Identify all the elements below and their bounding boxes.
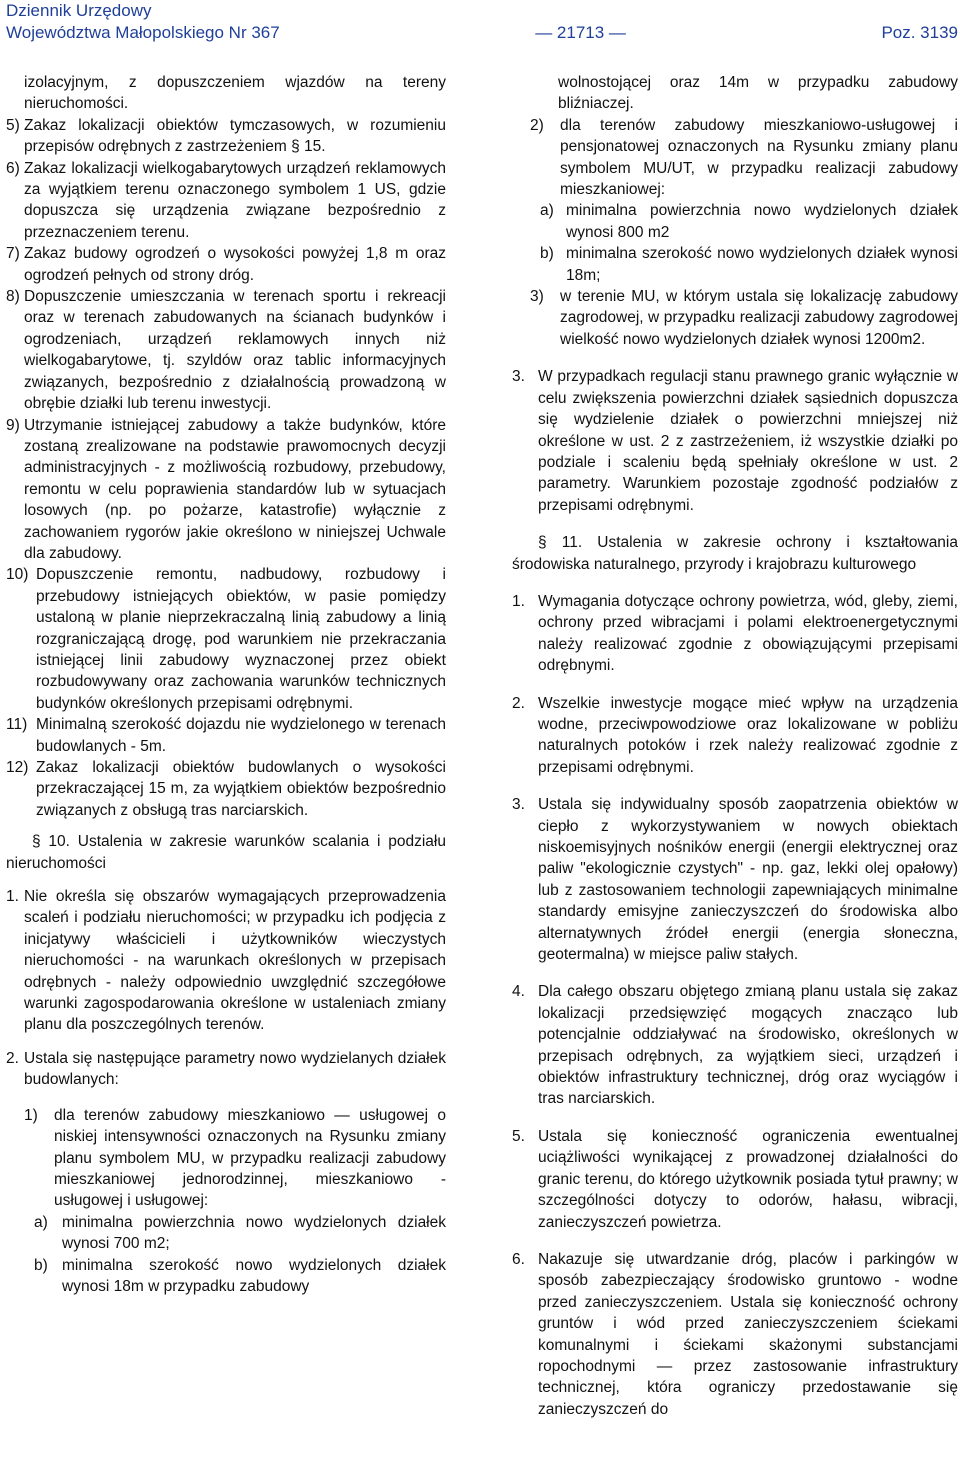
list-item: 3. W przypadkach regulacji stanu prawnego granic wyłącznie w celu zwiększenia powierzchni działek sąsiednich dopuszcza się wydzielenie działek o powierzchni mniejszej niż określone w ust. 2 z zastrzeżeniem, iż wszystkie działki po podziale i scaleniu będą spełniały określone w ust. 2 parametry. Warunkiem pozostaje zgodność podziałów z przepisami odrębnymi. — [512, 368, 958, 514]
list-item: a) minimalna powierzchnia nowo wydzielonych działek wynosi 800 m2 — [540, 202, 958, 241]
list-item: 11) Minimalną szerokość dojazdu nie wydzielonego w terenach budowlanych - 5m. — [6, 716, 446, 755]
list-item: 2. Wszelkie inwestycje mogące mieć wpływ na urządzenia wodne, przeciwpowodziowe oraz lokalizowane w pobliżu naturalnych potoków i rzek należy realizować zgodnie z przepisami odrębnymi. — [512, 694, 958, 776]
page-header — [6, 0, 958, 44]
list-item: 10) Dopuszczenie remontu, nadbudowy, rozbudowy i przebudowy istniejących obiektów, w pasie pomiędzy ustaloną w planie nieprzekraczalną linią zabudowy a linią rozgraniczającą drogę, pod warunkiem nie przekraczania istniejącej linii zabudowy wyznaczonej przez obiekt rozbudowywany oraz zachowania warunków technicznych budynków określonych przepisami odrębnymi. — [6, 566, 446, 712]
list-item: 6. Nakazuje się utwardzanie dróg, placów i parkingów w sposób zabezpieczający środowisko gruntowo - wodne przed zanieczyszczeniem. Ustala się konieczność ochrony gruntów i wód przed zanieczyszczeniem ściekami komunalnymi i ściekami skażonymi substancjami ropochodnymi — przez zastosowanie infrastruktury technicznej, która ograniczy przedostawanie się zanieczyszczeń do — [512, 1250, 958, 1418]
position-number: Poz. 3139 — [881, 23, 958, 42]
list-item: 8) Dopuszczenie umieszczania w terenach sportu i rekreacji oraz w terenach zabudowanych na ścianach budynków i ogrodzeniach, urządzeń reklamowych innych niż wielkogabarytowe, tj. szyldów oraz tablic informacyjnych związanych, bezpośrednio z działalnością prowadzoną w obrębie działki lub terenu inwestycji. — [6, 288, 446, 413]
left-column — [6, 72, 446, 1297]
publication-title: Dziennik Urzędowy — [6, 1, 152, 20]
voivodeship-issue: Województwa Małopolskiego Nr 367 — [6, 23, 280, 42]
list-item: 4. Dla całego obszaru objętego zmianą planu ustala się zakaz lokalizacji przedsięwzięć mogących znacząco lub potencjalnie oddziaływać na środowisko, określonych w przepisach odrębnych, za wyjątkiem sieci, urządzeń i obiektów infrastruktury technicznej, dróg oraz wyciągów i tras narciarskich. — [512, 983, 958, 1108]
list-item: a) minimalna powierzchnia nowo wydzielonych działek wynosi 700 m2; — [34, 1213, 446, 1253]
list-item: 9) Utrzymanie istniejącej zabudowy a także budynków, które zostaną zrealizowane na podstawie prawomocnych decyzji administracyjnych - z możliwością rozbudowy, przebudowy, remontu w celu poprawienia standardów lub w sytuacjach losowych (np. po pożarze, katastrofie) wyłącznie z zachowaniem rygorów jakie określono w niniejszej Uchwale dla zabudowy. — [6, 416, 446, 562]
section-heading: § 11. Ustalenia w zakresie ochrony i kształtowania środowiska naturalnego, przyrody i krajobrazu kulturowego — [512, 534, 958, 573]
list-item: 6) Zakaz lokalizacji wielkogabarytowych urządzeń reklamowych za wyjątkiem terenu oznaczonego symbolem 1 US, gdzie dopuszcza się urządzenia związane bezpośrednio z przeznaczeniem terenu. — [6, 159, 446, 241]
list-item: 1) dla terenów zabudowy mieszkaniowo — usługowej o niskiej intensywności oznaczonych na Rysunku zmiany planu symbolem MU, w przypadku realizacji zabudowy mieszkaniowej jednorodzinnej, mieszkaniowo - usługowej i usługowej: — [24, 1106, 446, 1210]
list-item: b) minimalna szerokość nowo wydzielonych działek wynosi 18m; — [540, 245, 958, 284]
list-item: 2. Ustala się następujące parametry nowo wydzielanych działek budowlanych: — [6, 1049, 446, 1089]
list-item: 3. Ustala się indywidualny sposób zaopatrzenia obiektów w ciepło z wykorzystywaniem w nowych obiektach niskoemisyjnych nośników energii (energii elektrycznej oraz paliw "ekologicznie czystych" - np. gaz, lekki olej opałowy) lub z zastosowaniem technologii zapewniających minimalne standardy emisyjne zanieczyszczeń do środowiska albo alternatywnych źródeł energii (energia słoneczna, geotermalna) w miejsce paliw stałych. — [512, 796, 958, 964]
header-line — [6, 22, 958, 44]
list-item: b) minimalna szerokość nowo wydzielonych działek wynosi 18m w przypadku zabudowy — [34, 1256, 446, 1295]
continued-paragraph: wolnostojącej oraz 14m w przypadku zabudowy bliźniaczej. — [558, 74, 958, 113]
list-item: 5. Ustala się konieczność ograniczenia ewentualnej uciążliwości wynikającej z prowadzonej działalności do granic terenu, do którego użytkownik posiada tytuł prawny; w szczególności dotyczy to odorów, hałasu, wibracji, zanieczyszczeń powietrza. — [512, 1127, 958, 1231]
list-item: 5) Zakaz lokalizacji obiektów tymczasowych, w rozumieniu przepisów odrębnych z zastrzeżeniem § 15. — [6, 116, 446, 156]
page-number: — 21713 — — [535, 23, 626, 42]
list-item: 1. Nie określa się obszarów wymagających przeprowadzenia scaleń i podziału nieruchomości; w przypadku ich podjęcia z inicjatywy właścicieli i użytkowników wieczystych nieruchomości - na warunkach określonych w przepisach odrębnych - należy odpowiednio uwzględnić szczegółowe warunki zagospodarowania określone w ustaleniach zmiany planu dla poszczególnych terenów. — [6, 888, 446, 1034]
right-column — [512, 72, 958, 1420]
list-item: 2) dla terenów zabudowy mieszkaniowo-usługowej i pensjonatowej oznaczonych na Rysunku zmiany planu symbolem MU/UT, w przypadku realizacji zabudowy mieszkaniowej: — [530, 116, 958, 199]
continued-paragraph: izolacyjnym, z dopuszczeniem wjazdów na tereny nieruchomości. — [24, 74, 446, 113]
list-item: 7) Zakaz budowy ogrodzeń o wysokości powyżej 1,8 m oraz ogrodzeń pełnych od strony dróg. — [6, 245, 446, 284]
list-item: 3) w terenie MU, w którym ustala się lokalizację zabudowy zagrodowej, w przypadku realizacji zabudowy zagrodowej wielkość nowo wydzielonych działek wynosi 1200m2. — [530, 288, 958, 348]
list-item: 1. Wymagania dotyczące ochrony powietrza, wód, gleby, ziemi, ochrony przed wibracjami i polami elektroenergetycznymi należy realizować zgodnie z obowiązującymi przepisami odrębnymi. — [512, 592, 958, 675]
list-item: 12) Zakaz lokalizacji obiektów budowlanych o wysokości przekraczającej 15 m, za wyjątkiem obiektów bezpośrednio związanych z obsługą tras narciarskich. — [6, 759, 446, 819]
section-heading: § 10. Ustalenia w zakresie warunków scalania i podziału nieruchomości — [6, 833, 446, 872]
